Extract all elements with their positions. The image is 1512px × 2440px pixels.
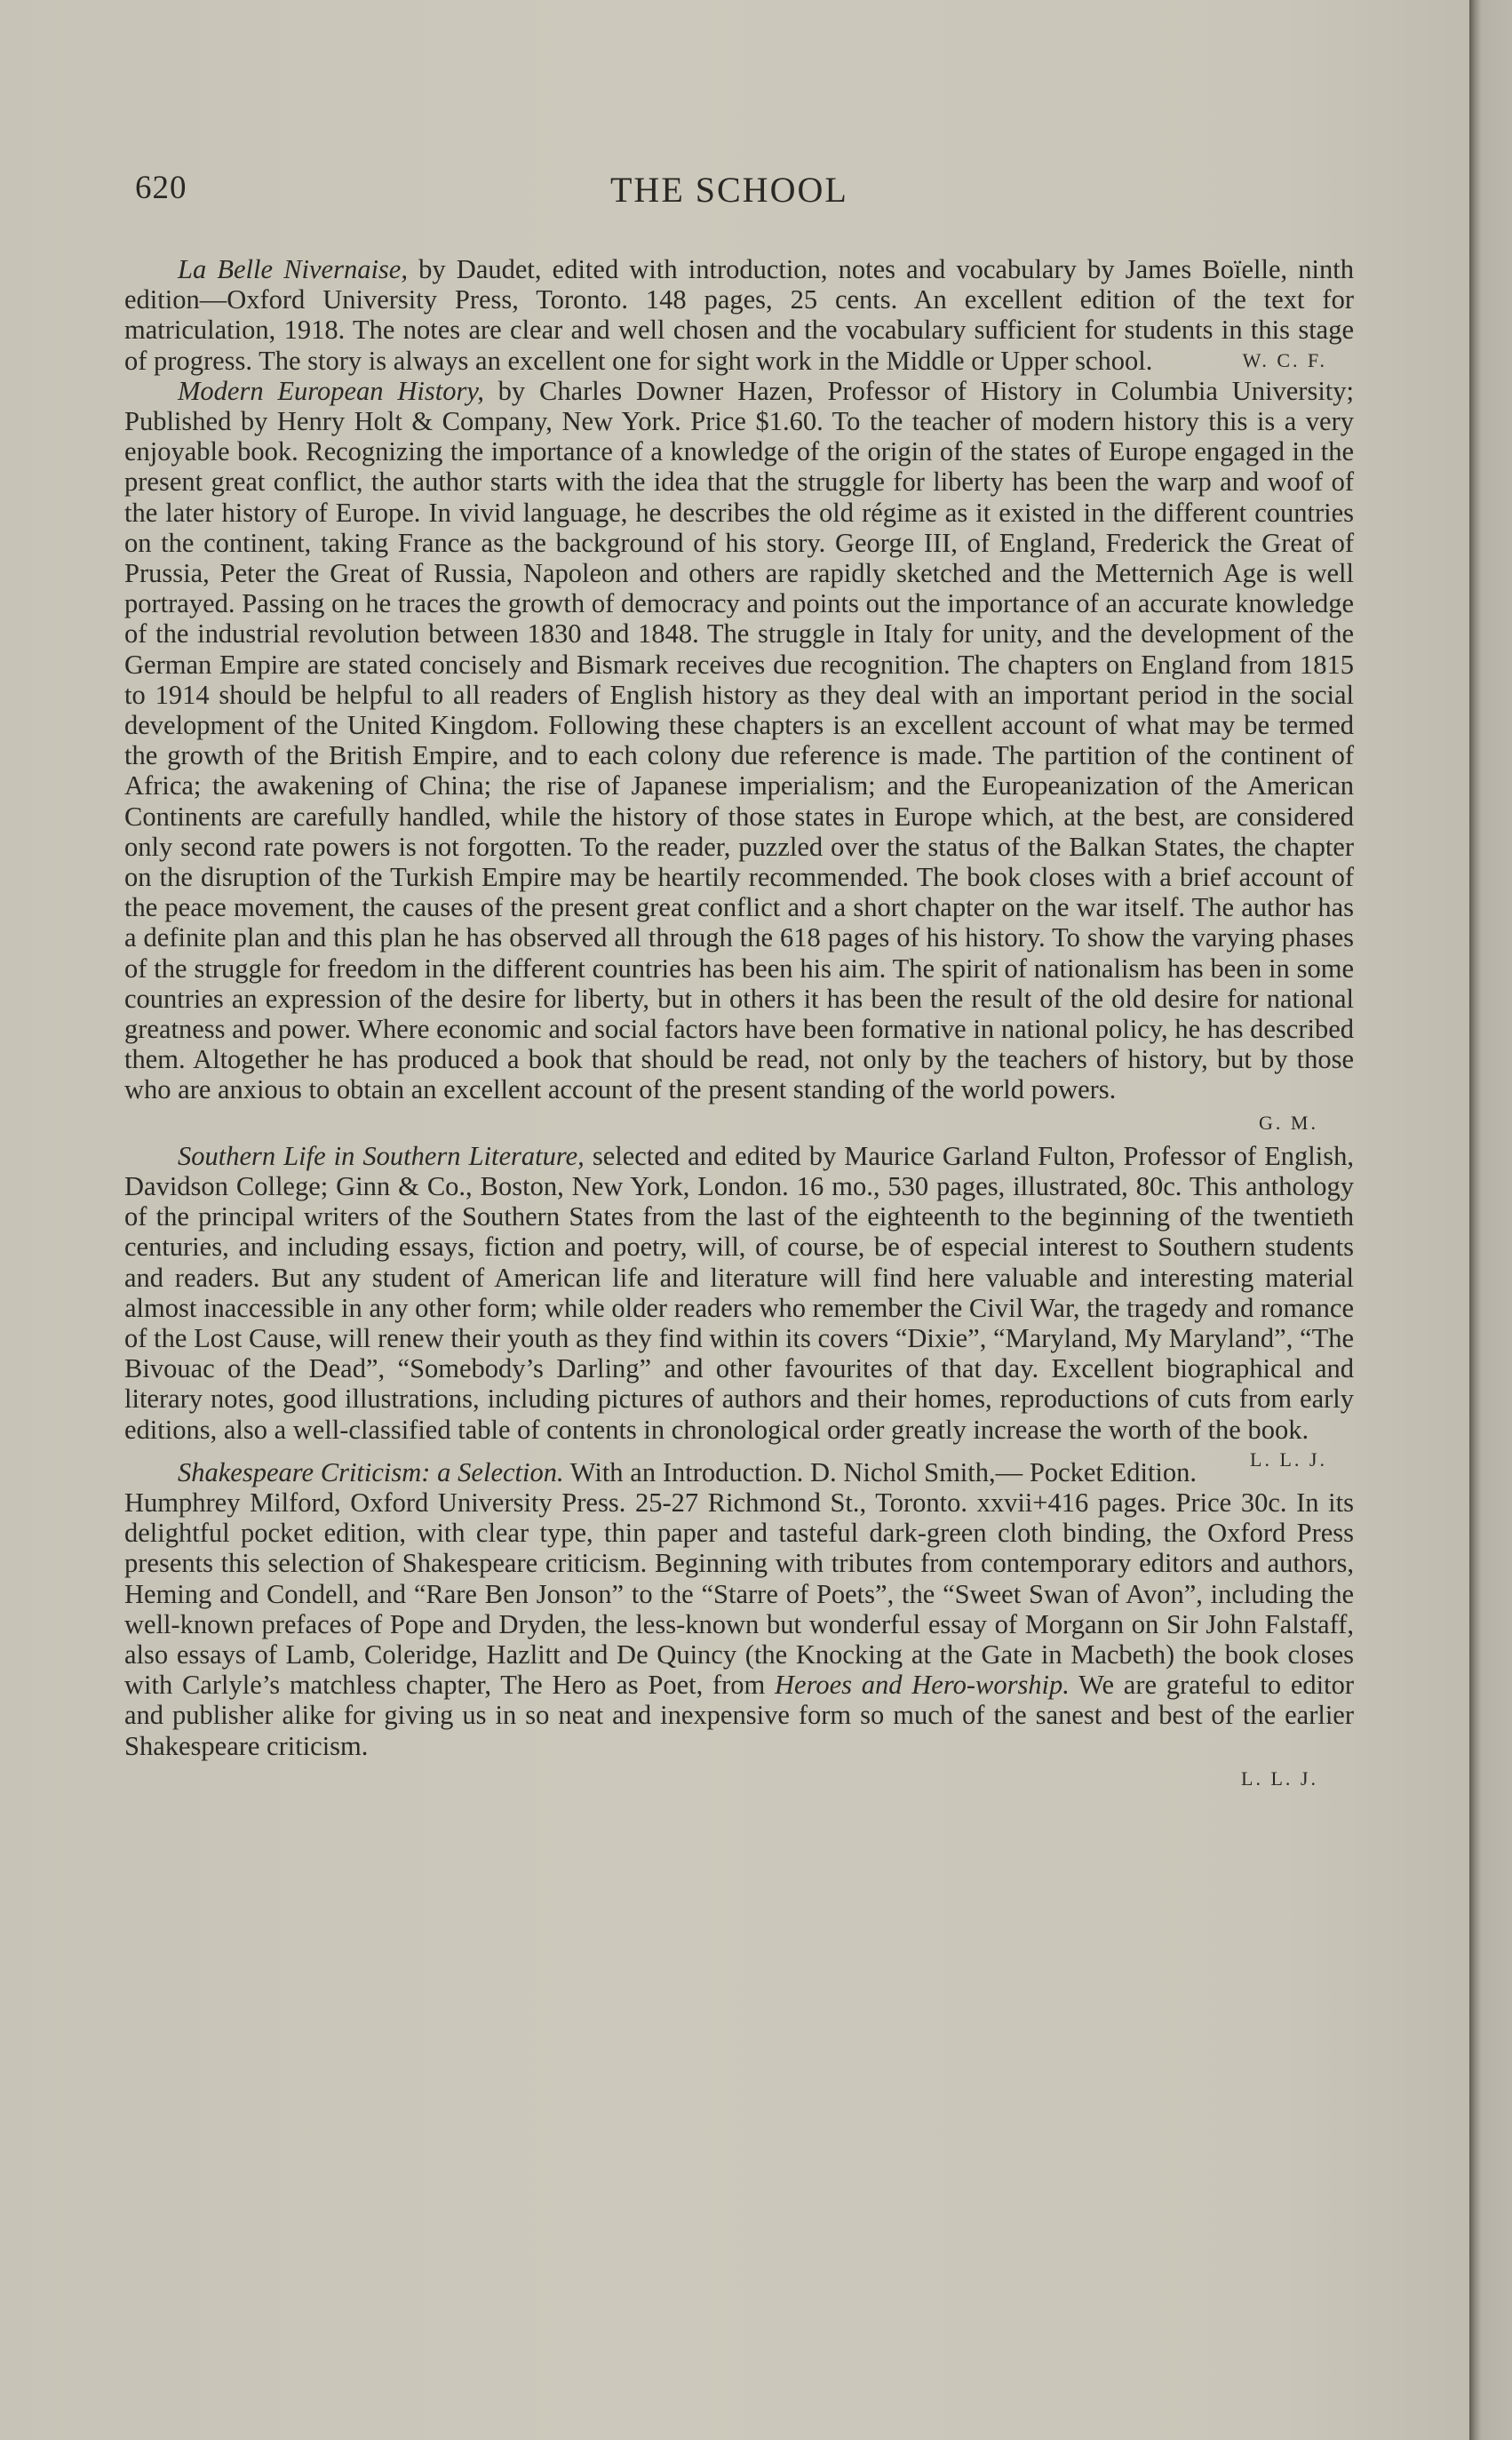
page-header: [135, 169, 1361, 222]
review-title: La Belle Nivernaise,: [178, 254, 408, 284]
page-number: 620: [135, 170, 187, 206]
review-signature: W. C. F.: [1242, 348, 1327, 371]
page-binding-edge: [1469, 0, 1512, 2440]
review-body: by Charles Downer Hazen, Professor of History in Columbia University; Published by Henry Holt & Company, New York. Price $1.60. To the teacher of modern history this is a very enjoyable book. Recognizing the importance of a knowledge of the origin of the states of Europe engaged in the present great conflict, the author starts with the idea that the struggle for liberty has been the warp and woof of the later history of Europe. In vivid language, he describes the old régime as it existed in the different countries on the continent, taking France as the background of his story. George III, of England, Frederick the Great of Prussia, Peter the Great of Russia, Napoleon and others are rapidly sketched and the Metternich Age is well portrayed. Passing on he traces the growth of democracy and points out the importance of an accurate knowledge of the industrial revolution between 1830 and 1848. The struggle in Italy for unity, and the development of the German Empire are stated concisely and Bismark receives due recognition. The chapters on England from 1815 to 1914 should be helpful to all readers of English history as they deal with an important period in the social development of the United Kingdom. Following these chapters is an excellent account of what may be termed the growth of the British Empire, and to each colony due reference is made. The partition of the continent of Africa; the awakening of China; the rise of Japanese imperialism; and the Europeanization of the American Continents are carefully handled, while the history of those states in Europe which, at the best, are considered only second rate powers is not forgotten. To the reader, puzzled over the status of the Balkan States, the chapter on the disruption of the Turkish Empire may be heartily recommended. The book closes with a brief account of the peace movement, the causes of the present great conflict and a short chapter on the war itself. The author has a definite plan and this plan he has observed all through the 618 pages of his history. To show the varying phases of the struggle for freedom in the different countries has been his aim. The spirit of nationalism has been in some countries an expression of the desire for liberty, but in others it has been the result of the old desire for national greatness and power. Where economic and social factors have been formative in national policy, he has described them. Altogether he has produced a book that should be read, not only by the teachers of history, but by those who are anxious to obtain an excellent account of the present standing of the world powers.: [124, 375, 1354, 1105]
review-signature: L. L. J.: [1241, 1766, 1318, 1790]
review-la-belle-nivernaise: [124, 254, 1354, 376]
reviews-column: [124, 254, 1354, 1797]
review-title: Shakespeare Criticism: a Selection.: [178, 1456, 564, 1487]
running-title: THE SCHOOL: [610, 170, 848, 210]
section-spacer: [124, 1445, 1354, 1457]
review-title: Modern European History,: [178, 375, 484, 406]
review-body: by Daudet, edited with introduction, notes and vocabulary by James Boïelle, ninth edition—Oxford University Press, Toronto. 148 pages, 25 cents. An excellent edition of the text for matriculation, 1918. The notes are clear and well chosen and the vocabulary sufficient for students in this stage of progress. The story is always an excellent one for sight work in the Middle or Upper school.: [124, 254, 1354, 376]
review-shakespeare-criticism: [124, 1457, 1354, 1761]
review-southern-life: [124, 1140, 1355, 1471]
review-title: Southern Life in Southern Literature,: [178, 1140, 585, 1171]
review-modern-european-history: [124, 376, 1354, 1105]
review-signature: L. L. J.: [1250, 1447, 1327, 1471]
review-body-end: We are grateful to editor and publisher alike for giving us in so neat and inexpensive form so much of the sanest and best of the earlier Shakespeare criticism.: [124, 1670, 1355, 1761]
review-signature: G. M.: [1259, 1111, 1318, 1134]
review-body: With an Introduction. D. Nichol Smith,— Pocket Edition. Humphrey Milford, Oxford University Press. 25-27 Richmond St., Toronto. xxvii+416 pages. Price 30c. In its delightful pocket edition, with clear type, thin paper and tasteful dark-green cloth binding, the Oxford Press presents this selection of Shakespeare criticism. Beginning with tributes from contemporary editors and authors, Heming and Condell, and “Rare Ben Jonson” to the “Starre of Poets”, the “Sweet Swan of Avon”, including the well-known prefaces of Pope and Dryden, the less-known but wonderful essay of Morgann on Sir John Falstaff, also essays of Lamb, Coleridge, Hazlitt and De Quincy (the Knocking at the Gate in Macbeth) the book closes with Carlyle’s matchless chapter, The Hero as Poet, from: [124, 1456, 1354, 1701]
review-body: selected and edited by Maurice Garland Fulton, Professor of English, Davidson College; Ginn & Co., Boston, New York, London. 16 mo., 530 pages, illustrated, 80c. This anthology of the principal writers of the Southern States from the last of the eighteenth to the beginning of the twentieth centuries, and including essays, fiction and poetry, will, of course, be of especial interest to Southern students and readers. But any student of American life and literature will find here valuable and interesting material almost inaccessible in any other form; while older readers who remember the Civil War, the tragedy and romance of the Lost Cause, will renew their youth as they find within its covers “Dixie”, “Maryland, My Maryland”, “The Bivouac of the Dead”, “Somebody’s Darling” and other favourites of that day. Excellent biographical and literary notes, good illustrations, including pictures of authors and their homes, reproductions of cuts from early editions, also a well-classified table of contents in chronological order greatly increase the worth of the book.: [124, 1140, 1355, 1445]
review-body-italic: Heroes and Hero-worship.: [775, 1670, 1070, 1701]
